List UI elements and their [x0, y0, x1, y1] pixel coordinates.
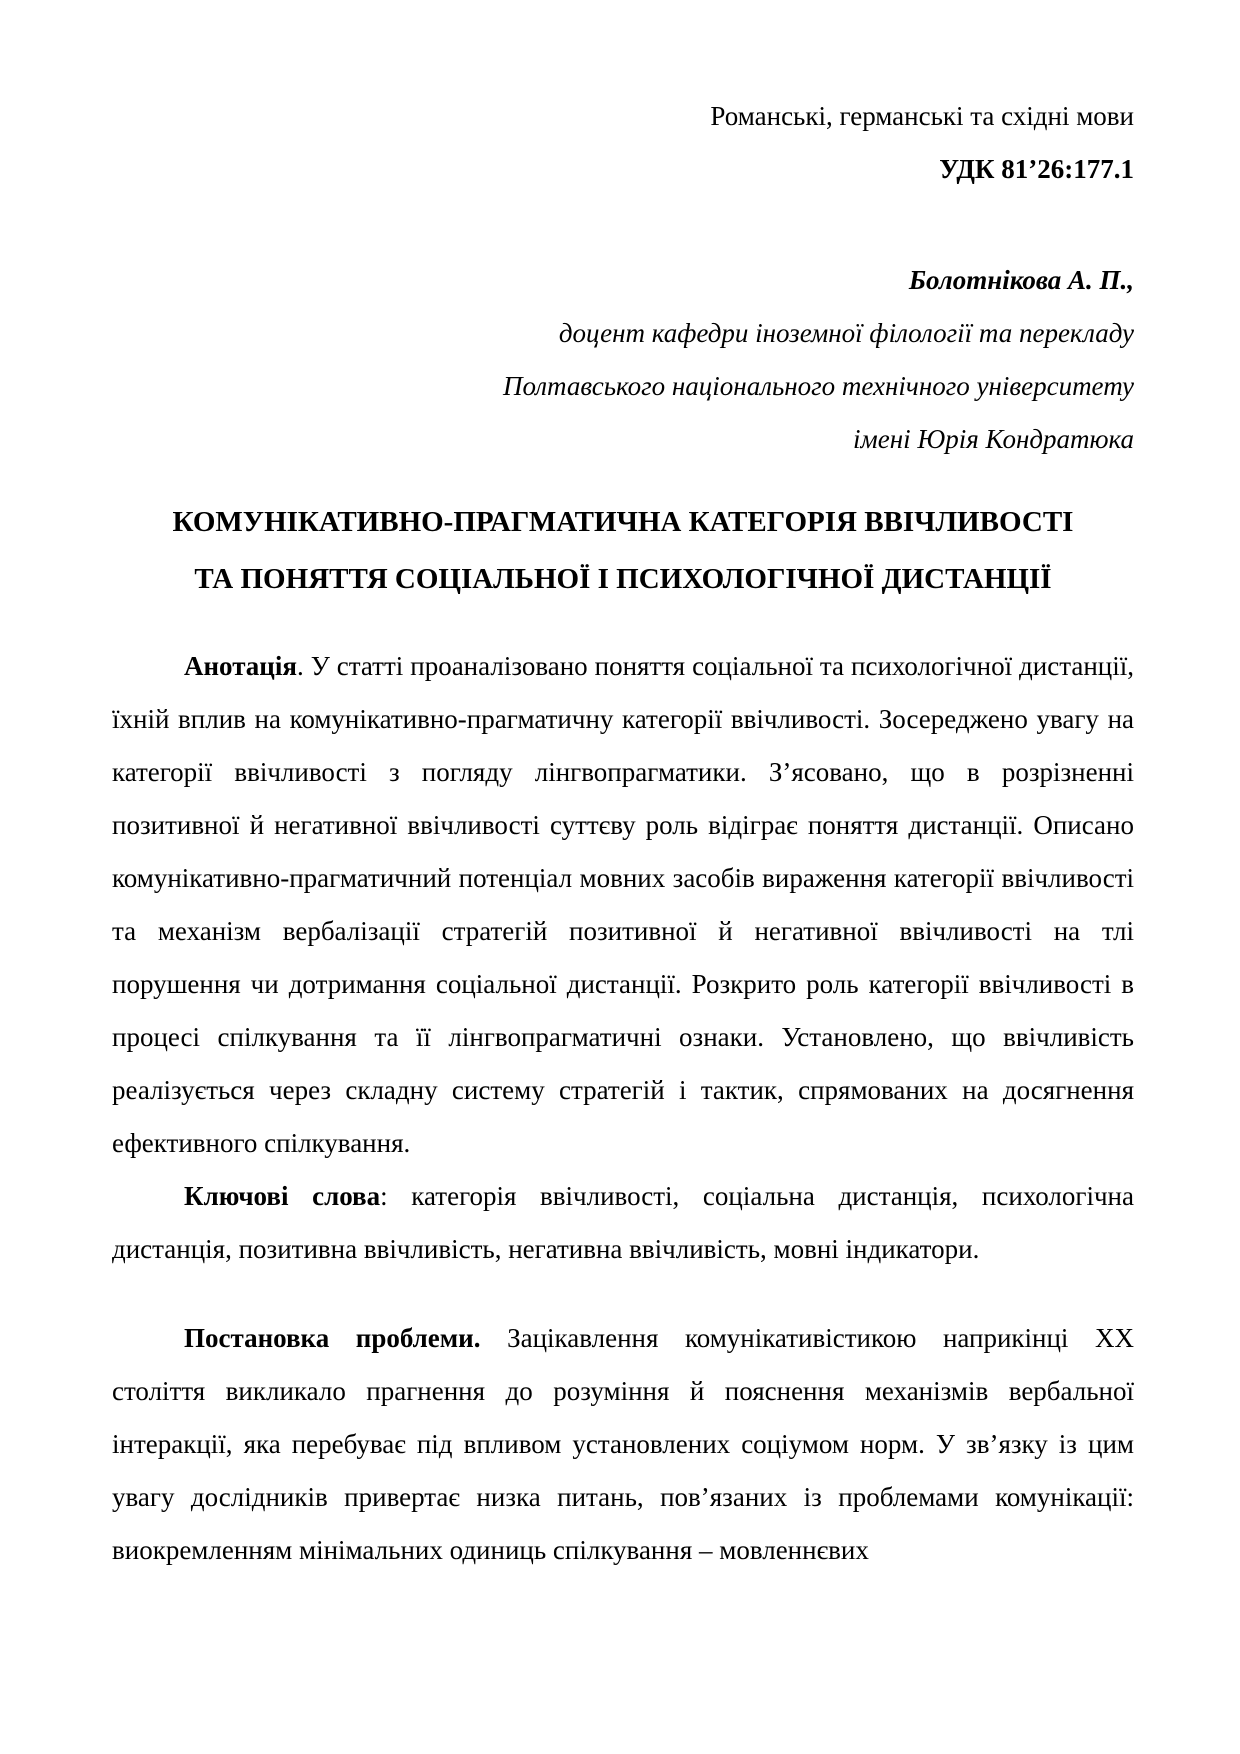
- udc-code: УДК 81’26:177.1: [939, 154, 1134, 184]
- keywords-paragraph: [112, 1170, 1134, 1276]
- author-block: [112, 254, 1134, 466]
- problem-statement-paragraph: [112, 1312, 1134, 1577]
- author-affiliation-line: Полтавського національного технічного університету: [502, 371, 1134, 401]
- problem-statement-label: Постановка проблеми.: [184, 1323, 481, 1353]
- section-heading: Романські, германські та східні мови: [710, 101, 1134, 131]
- abstract-label: Анотація: [184, 651, 297, 681]
- author-affiliation-line: імені Юрія Кондратюка: [853, 424, 1134, 454]
- author-affiliation-line: доцент кафедри іноземної філології та перекладу: [558, 318, 1134, 348]
- article-title-line: ТА ПОНЯТТЯ СОЦІАЛЬНОЇ І ПСИХОЛОГІЧНОЇ ДИСТАНЦІЇ: [194, 563, 1052, 595]
- abstract-text: . У статті проаналізовано поняття соціальної та психологічної дистанції, їхній вплив на комунікативно-прагматичну категорії ввічливості. Зосереджено увагу на категорії ввічливості з погляду лінгвопрагматики. З’ясовано, що в розрізненні позитивної й негативної ввічливості суттєву роль відіграє поняття дистанції. Описано комунікативно-прагматичний потенціал мовних засобів вираження категорії ввічливості та механізм вербалізації стратегій позитивної й негативної ввічливості на тлі порушення чи дотримання соціальної дистанції. Розкрито роль категорії ввічливості в процесі спілкування та її лінгвопрагматичні ознаки. Установлено, що ввічливість реалізується через складну систему стратегій і тактик, спрямованих на досягнення ефективного спілкування.: [112, 651, 1134, 1158]
- abstract-paragraph: [112, 640, 1134, 1170]
- keywords-label: Ключові слова: [184, 1181, 381, 1211]
- keywords-text: : категорія ввічливості, соціальна дистанція, психологічна дистанція, позитивна ввічливість, негативна ввічливість, мовні індикатори.: [112, 1181, 1134, 1264]
- problem-statement-text: Зацікавлення комунікативістикою наприкінці ХХ століття викликало прагнення до розуміння й пояснення механізмів вербальної інтеракції, яка перебуває під впливом установлених соціумом норм. У зв’язку із цим увагу дослідників привертає низка питань, пов’язаних із проблемами комунікації: виокремленням мінімальних одиниць спілкування – мовленнєвих: [112, 1323, 1134, 1565]
- article-title-line: КОМУНІКАТИВНО-ПРАГМАТИЧНА КАТЕГОРІЯ ВВІЧЛИВОСТІ: [172, 506, 1074, 538]
- article-title: [112, 494, 1134, 608]
- author-name: Болотнікова А. П.,: [908, 265, 1134, 295]
